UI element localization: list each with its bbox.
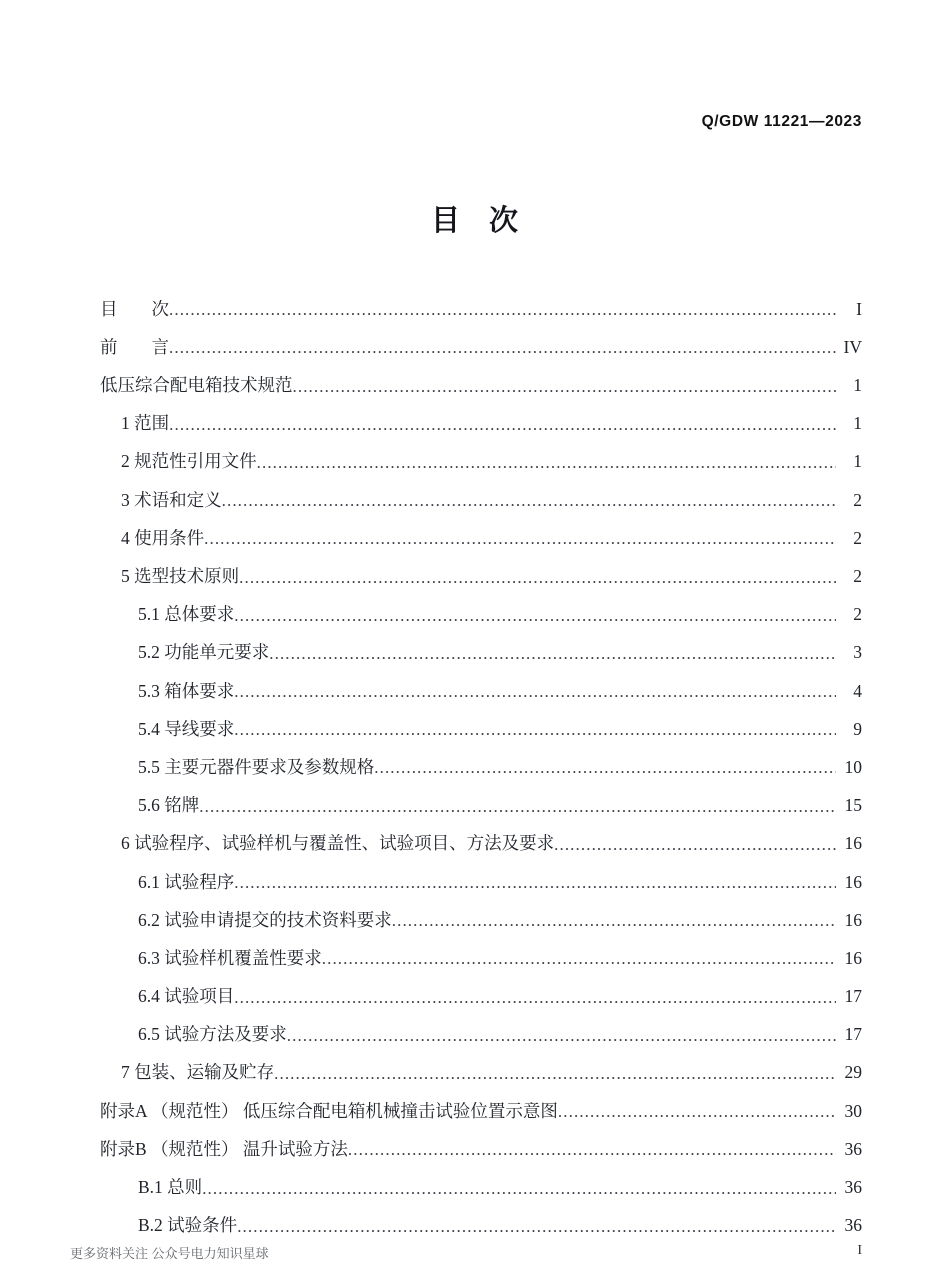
toc-entry[interactable] bbox=[100, 861, 862, 899]
toc-leader-dots bbox=[392, 912, 836, 937]
toc-leader-dots bbox=[274, 1065, 836, 1090]
toc-entry[interactable] bbox=[100, 1166, 862, 1204]
toc-entry-page-number: 1 bbox=[853, 413, 862, 434]
toc-leader-dots bbox=[287, 1027, 836, 1052]
toc-entry-label: 6.5 试验方法及要求 bbox=[138, 1024, 287, 1045]
toc-entry[interactable] bbox=[100, 937, 862, 975]
toc-leader-dots bbox=[202, 1180, 836, 1205]
toc-entry-label: 5.6 铭牌 bbox=[138, 795, 200, 816]
toc-leader-dots bbox=[234, 989, 836, 1014]
toc-entry-label: 3 术语和定义 bbox=[121, 489, 222, 510]
toc-leader-dots bbox=[237, 1218, 836, 1243]
toc-entry[interactable] bbox=[100, 670, 862, 708]
toc-entry[interactable] bbox=[100, 632, 862, 670]
toc-entry-label-part: 言 bbox=[151, 336, 169, 357]
toc-entry-page-number: 1 bbox=[853, 375, 862, 396]
toc-entry[interactable] bbox=[100, 326, 862, 364]
toc-entry-label-part: 前 bbox=[100, 336, 118, 357]
toc-entry-page-number: 10 bbox=[844, 756, 862, 777]
toc-leader-dots bbox=[169, 416, 836, 441]
toc-leader-dots bbox=[558, 1103, 836, 1128]
toc-entry-label: 6.2 试验申请提交的技术资料要求 bbox=[138, 909, 392, 930]
toc-entry-label: 附录A （规范性） 低压综合配电箱机械撞击试验位置示意图 bbox=[100, 1100, 558, 1121]
toc-entry-page-number: 16 bbox=[844, 947, 862, 968]
page-title bbox=[0, 198, 950, 239]
toc-entry-label bbox=[100, 336, 169, 365]
toc-leader-dots bbox=[234, 721, 836, 746]
toc-entry[interactable] bbox=[100, 517, 862, 555]
toc-entry[interactable] bbox=[100, 746, 862, 784]
toc-entry[interactable] bbox=[100, 594, 862, 632]
toc-leader-dots bbox=[269, 645, 836, 670]
toc-entry[interactable] bbox=[100, 975, 862, 1013]
toc-entry-page-number: 2 bbox=[853, 527, 862, 548]
toc-entry-page-number: 29 bbox=[844, 1062, 862, 1083]
toc-entry-label: 5.4 导线要求 bbox=[138, 718, 235, 739]
toc-entry[interactable] bbox=[100, 364, 862, 402]
toc-entry-label: 6.3 试验样机覆盖性要求 bbox=[138, 947, 322, 968]
toc-entry-label: 5.2 功能单元要求 bbox=[138, 642, 270, 663]
toc-leader-dots bbox=[234, 683, 836, 708]
toc-entry-page-number: IV bbox=[843, 336, 862, 357]
page-title-char-1: 目 bbox=[430, 205, 461, 237]
footer-page-number: I bbox=[857, 1243, 862, 1258]
toc-entry-label: 1 范围 bbox=[121, 413, 170, 434]
toc-entry[interactable] bbox=[100, 441, 862, 479]
toc-entry-label: 6 试验程序、试验样机与覆盖性、试验项目、方法及要求 bbox=[121, 833, 555, 854]
toc-entry-page-number: 16 bbox=[844, 909, 862, 930]
toc-entry[interactable] bbox=[100, 1052, 862, 1090]
running-header-standard-code: Q/GDW 11221—2023 bbox=[701, 113, 862, 130]
toc-leader-dots bbox=[169, 301, 836, 326]
toc-entry-page-number: 2 bbox=[853, 604, 862, 625]
toc-entry-label: 5.1 总体要求 bbox=[138, 604, 235, 625]
toc-entry-label: 低压综合配电箱技术规范 bbox=[100, 375, 293, 396]
toc-entry-label: 7 包装、运输及贮存 bbox=[121, 1062, 275, 1083]
toc-leader-dots bbox=[234, 607, 836, 632]
toc-entry-page-number: 30 bbox=[844, 1100, 862, 1121]
toc-leader-dots bbox=[199, 798, 836, 823]
toc-entry-page-number: 2 bbox=[853, 489, 862, 510]
toc-entry-page-number: I bbox=[856, 298, 862, 319]
toc-entry[interactable] bbox=[100, 288, 862, 326]
toc-entry-label: B.1 总则 bbox=[138, 1177, 203, 1197]
toc-entry-label: 5.3 箱体要求 bbox=[138, 680, 235, 701]
toc-entry[interactable] bbox=[100, 899, 862, 937]
toc-entry-page-number: 9 bbox=[853, 718, 862, 739]
toc-leader-dots bbox=[239, 569, 836, 594]
toc-entry-label: B.2 试验条件 bbox=[138, 1215, 238, 1236]
toc-entry[interactable] bbox=[100, 403, 862, 441]
toc-entry-label-part: 次 bbox=[151, 298, 169, 319]
toc-leader-dots bbox=[348, 1141, 836, 1166]
toc-entry-label: 6.1 试验程序 bbox=[138, 871, 235, 892]
toc-entry-page-number: 16 bbox=[844, 871, 862, 892]
toc-leader-dots bbox=[204, 530, 836, 555]
toc-leader-dots bbox=[554, 836, 836, 861]
toc-entry-page-number: 2 bbox=[853, 566, 862, 586]
toc-entry-page-number: 4 bbox=[853, 680, 862, 701]
toc-entry-page-number: 36 bbox=[844, 1177, 862, 1197]
toc-leader-dots bbox=[374, 759, 836, 784]
toc-leader-dots bbox=[234, 874, 836, 899]
toc-entry-label: 附录B （规范性） 温升试验方法 bbox=[100, 1138, 348, 1159]
toc-leader-dots bbox=[169, 339, 836, 364]
toc-entry-page-number: 15 bbox=[844, 795, 862, 816]
toc-entry-page-number: 17 bbox=[844, 1024, 862, 1045]
toc-entry[interactable] bbox=[100, 1205, 862, 1243]
toc-leader-dots bbox=[293, 378, 837, 403]
toc-entry-label: 5 选型技术原则 bbox=[121, 566, 240, 586]
toc-leader-dots bbox=[222, 492, 836, 517]
toc-entry-page-number: 36 bbox=[844, 1138, 862, 1159]
toc-entry[interactable] bbox=[100, 1090, 862, 1128]
toc-entry[interactable] bbox=[100, 708, 862, 746]
toc-entry-label: 4 使用条件 bbox=[121, 527, 205, 548]
toc-entry[interactable] bbox=[100, 1014, 862, 1052]
footer-watermark: 更多资料关注 公众号电力知识星球 bbox=[70, 1246, 269, 1261]
toc-entry-page-number: 17 bbox=[844, 986, 862, 1007]
toc-entry[interactable] bbox=[100, 1128, 862, 1166]
toc-leader-dots bbox=[257, 454, 836, 479]
toc-entry-label bbox=[100, 298, 169, 327]
toc-entry-label: 6.4 试验项目 bbox=[138, 986, 235, 1007]
toc-leader-dots bbox=[322, 950, 836, 975]
toc-entry-page-number: 3 bbox=[853, 642, 862, 663]
table-of-contents bbox=[100, 288, 862, 1243]
toc-entry-page-number: 1 bbox=[853, 451, 862, 472]
toc-entry-label-part: 目 bbox=[100, 298, 118, 319]
toc-entry[interactable] bbox=[100, 479, 862, 517]
toc-entry[interactable] bbox=[100, 784, 862, 822]
toc-entry[interactable] bbox=[100, 555, 862, 593]
toc-entry-page-number: 16 bbox=[844, 833, 862, 854]
toc-entry-page-number: 36 bbox=[844, 1215, 862, 1236]
toc-entry-label: 5.5 主要元器件要求及参数规格 bbox=[138, 756, 375, 777]
toc-entry-label: 2 规范性引用文件 bbox=[121, 451, 257, 472]
toc-entry[interactable] bbox=[100, 823, 862, 861]
page-title-char-2: 次 bbox=[489, 205, 520, 237]
